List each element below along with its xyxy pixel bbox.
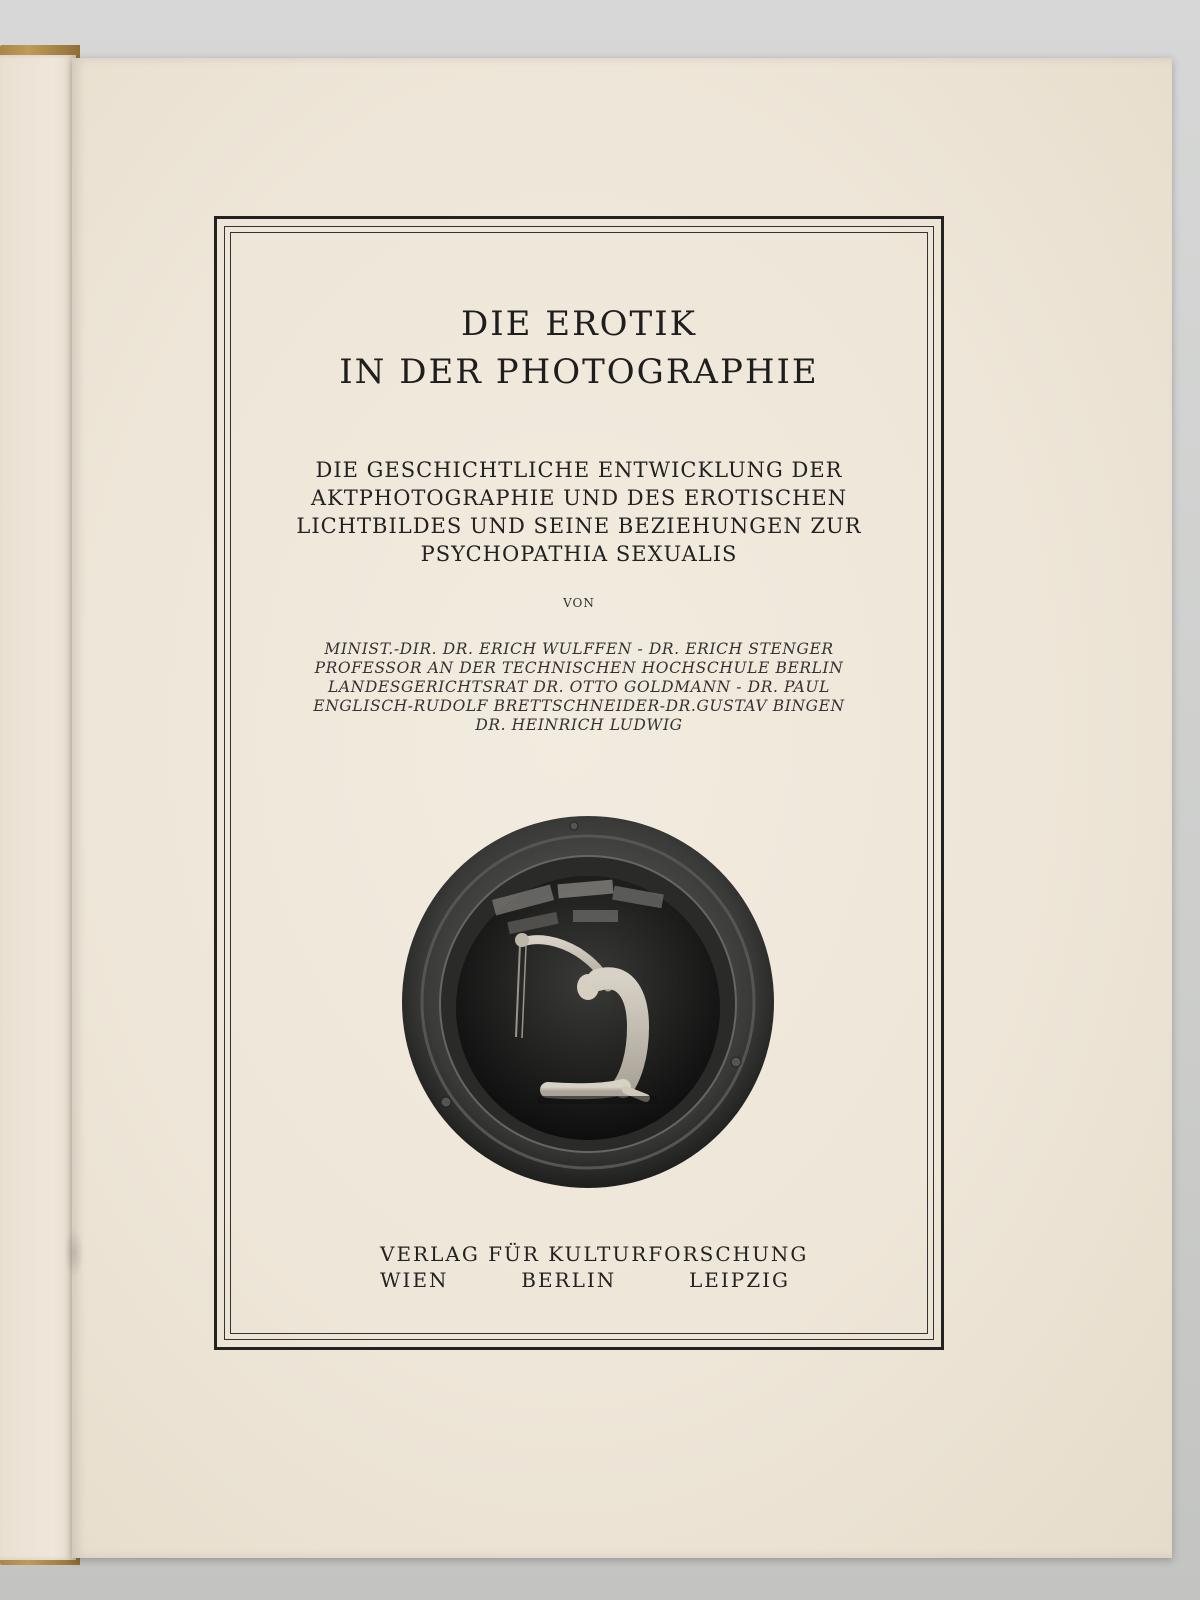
previous-page-edge — [0, 55, 76, 1560]
camera-lens-photograph — [398, 812, 778, 1192]
book-title-line-2: IN DER PHOTOGRAPHIE — [339, 352, 819, 392]
lens-screw — [731, 1057, 741, 1067]
author-line: ENGLISCH-RUDOLF BRETTSCHNEIDER-DR.GUSTAV BINGEN — [313, 697, 845, 715]
city-leipzig: LEIPZIG — [688, 1268, 790, 1292]
author-line: DR. HEINRICH LUDWIG — [475, 716, 683, 734]
publisher-name: VERLAG FÜR KULTURFORSCHUNG — [380, 1242, 809, 1266]
subtitle-line: DIE GESCHICHTLICHE ENTWICKLUNG DER — [315, 458, 843, 482]
floor-shadow — [538, 1096, 658, 1104]
city-berlin: BERLIN — [521, 1268, 617, 1292]
book-subtitle — [290, 456, 868, 568]
book-title-line-1: DIE EROTIK — [460, 304, 698, 344]
lens-illustration — [398, 812, 778, 1192]
page-crease — [64, 1228, 84, 1278]
publisher-cities — [380, 1268, 790, 1292]
subtitle-line: LICHTBILDES UND SEINE BEZIEHUNGEN ZUR — [296, 514, 862, 538]
subtitle-line: AKTPHOTOGRAPHIE UND DES EROTISCHEN — [310, 486, 848, 510]
city-wien: WIEN — [380, 1268, 449, 1292]
author-list — [290, 640, 868, 735]
author-line: MINIST.-DIR. DR. ERICH WULFFEN - DR. ERICH STENGER — [324, 640, 834, 658]
publisher-block — [380, 1242, 809, 1292]
author-line: LANDESGERICHTSRAT DR. OTTO GOLDMANN - DR. PAUL — [328, 678, 830, 696]
author-line: PROFESSOR AN DER TECHNISCHEN HOCHSCHULE BERLIN — [314, 659, 844, 677]
subtitle-line: PSYCHOPATHIA SEXUALIS — [420, 542, 738, 566]
lens-screw — [441, 1097, 451, 1107]
lens-screw — [570, 822, 578, 830]
von-label: VON — [563, 596, 595, 610]
